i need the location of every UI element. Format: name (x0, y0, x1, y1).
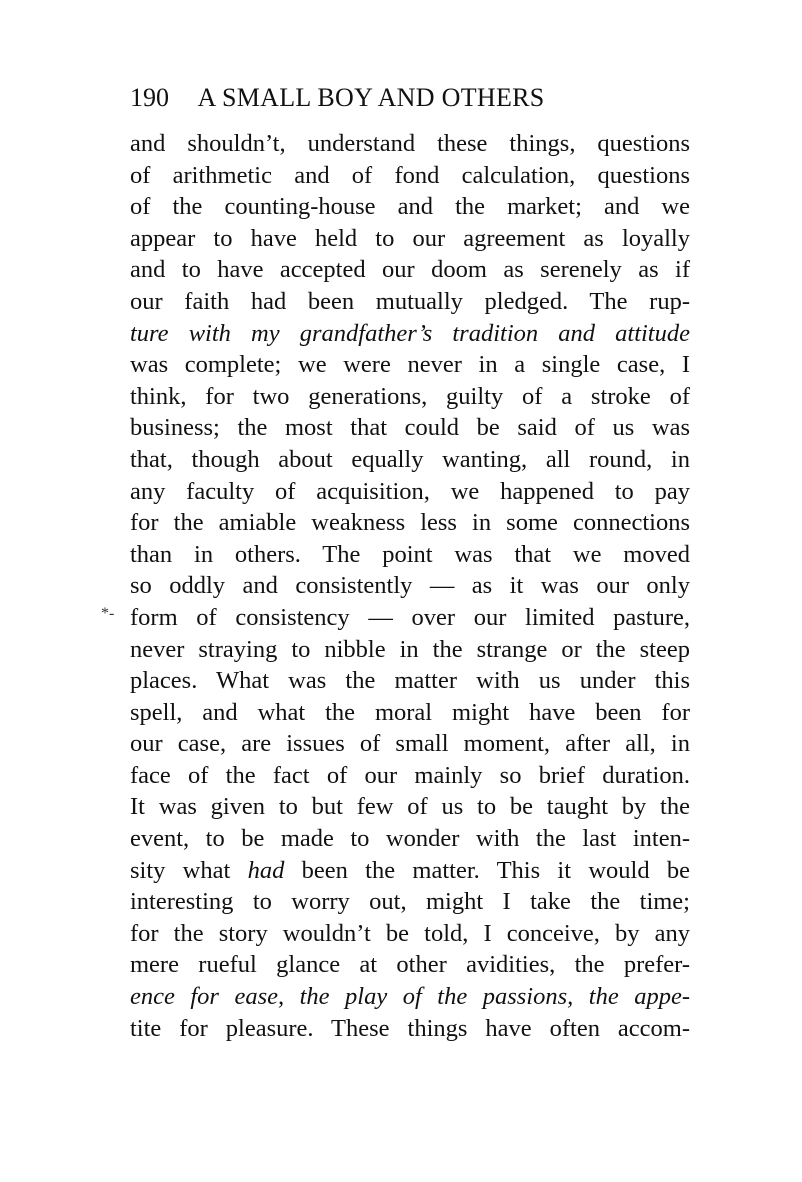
text-line (130, 981, 690, 1013)
text-line (130, 570, 690, 602)
line-text: and shouldn’t, understand these things, questions (130, 130, 690, 157)
line-text: tite for pleasure. These things have often accom- (130, 1014, 690, 1042)
line-text: for the story wouldn’t be told, I conceive, by any (130, 919, 690, 947)
text-line (130, 507, 690, 539)
text-line (130, 823, 690, 855)
text-line (130, 412, 690, 444)
line-text: never straying to nibble in the strange or the steep (130, 635, 690, 663)
line-text: form of consistency — over our limited pasture, (130, 603, 690, 631)
text-line (130, 1013, 690, 1045)
text-line (130, 539, 690, 571)
line-text: of arithmetic and of fond calculation, questions (130, 161, 690, 189)
line-text: been the matter. This it would be (284, 856, 690, 884)
line-text: sity what (130, 856, 248, 884)
line-text: interesting to worry out, might I take the time; (130, 888, 690, 916)
page-header (130, 80, 690, 116)
text-line (130, 128, 690, 160)
line-text: so oddly and consistently — as it was our only (130, 572, 690, 600)
line-text: event, to be made to wonder with the last inten- (130, 825, 690, 853)
line-text: and to have accepted our doom as serenely as if (130, 256, 690, 284)
italic-text: ence for ease, the play of the passions, the appe- (130, 983, 690, 1011)
text-line (130, 160, 690, 192)
line-text: places. What was the matter with us under this (130, 667, 690, 695)
body-text (130, 128, 690, 1044)
text-line (130, 476, 690, 508)
line-text: our faith had been mutually pledged. The rup- (130, 287, 690, 315)
text-line (130, 381, 690, 413)
text-line (130, 949, 690, 981)
text-line (130, 602, 690, 634)
line-text: face of the fact of our mainly so brief duration. (130, 761, 690, 789)
text-line (130, 223, 690, 255)
text-line (130, 697, 690, 729)
text-line (130, 791, 690, 823)
page-number: 190 (130, 83, 169, 112)
line-text: think, for two generations, guilty of a stroke of (130, 382, 690, 410)
line-text: was complete; we were never in a single case, I (130, 351, 690, 379)
running-title: A SMALL BOY AND OTHERS (197, 83, 545, 112)
italic-text: had (247, 856, 285, 884)
text-line (130, 728, 690, 760)
line-text: than in others. The point was that we moved (130, 540, 690, 568)
text-line (130, 349, 690, 381)
text-line (130, 318, 690, 350)
text-line (130, 254, 690, 286)
line-text: spell, and what the moral might have been for (130, 698, 690, 726)
text-line (130, 286, 690, 318)
text-line (130, 886, 690, 918)
line-text: mere rueful glance at other avidities, the prefer- (130, 951, 690, 979)
text-line (130, 665, 690, 697)
marginal-mark: *- (101, 605, 115, 622)
line-text: of the counting-house and the market; and we (130, 193, 690, 221)
text-line (130, 918, 690, 950)
line-text: business; the most that could be said of us was (130, 414, 690, 442)
text-line (130, 760, 690, 792)
text-line (130, 855, 690, 887)
line-text: any faculty of acquisition, we happened to pay (130, 477, 690, 505)
line-text: our case, are issues of small moment, after all, in (130, 730, 690, 758)
line-text: It was given to but few of us to be taught by the (130, 793, 690, 821)
italic-text: ture with my grandfather’s tradition and attitude (130, 319, 690, 347)
text-line (130, 634, 690, 666)
text-line (130, 191, 690, 223)
line-text: appear to have held to our agreement as loyally (130, 224, 690, 252)
line-text: that, though about equally wanting, all round, in (130, 445, 690, 473)
text-line (130, 444, 690, 476)
line-text: for the amiable weakness less in some connections (130, 509, 690, 537)
